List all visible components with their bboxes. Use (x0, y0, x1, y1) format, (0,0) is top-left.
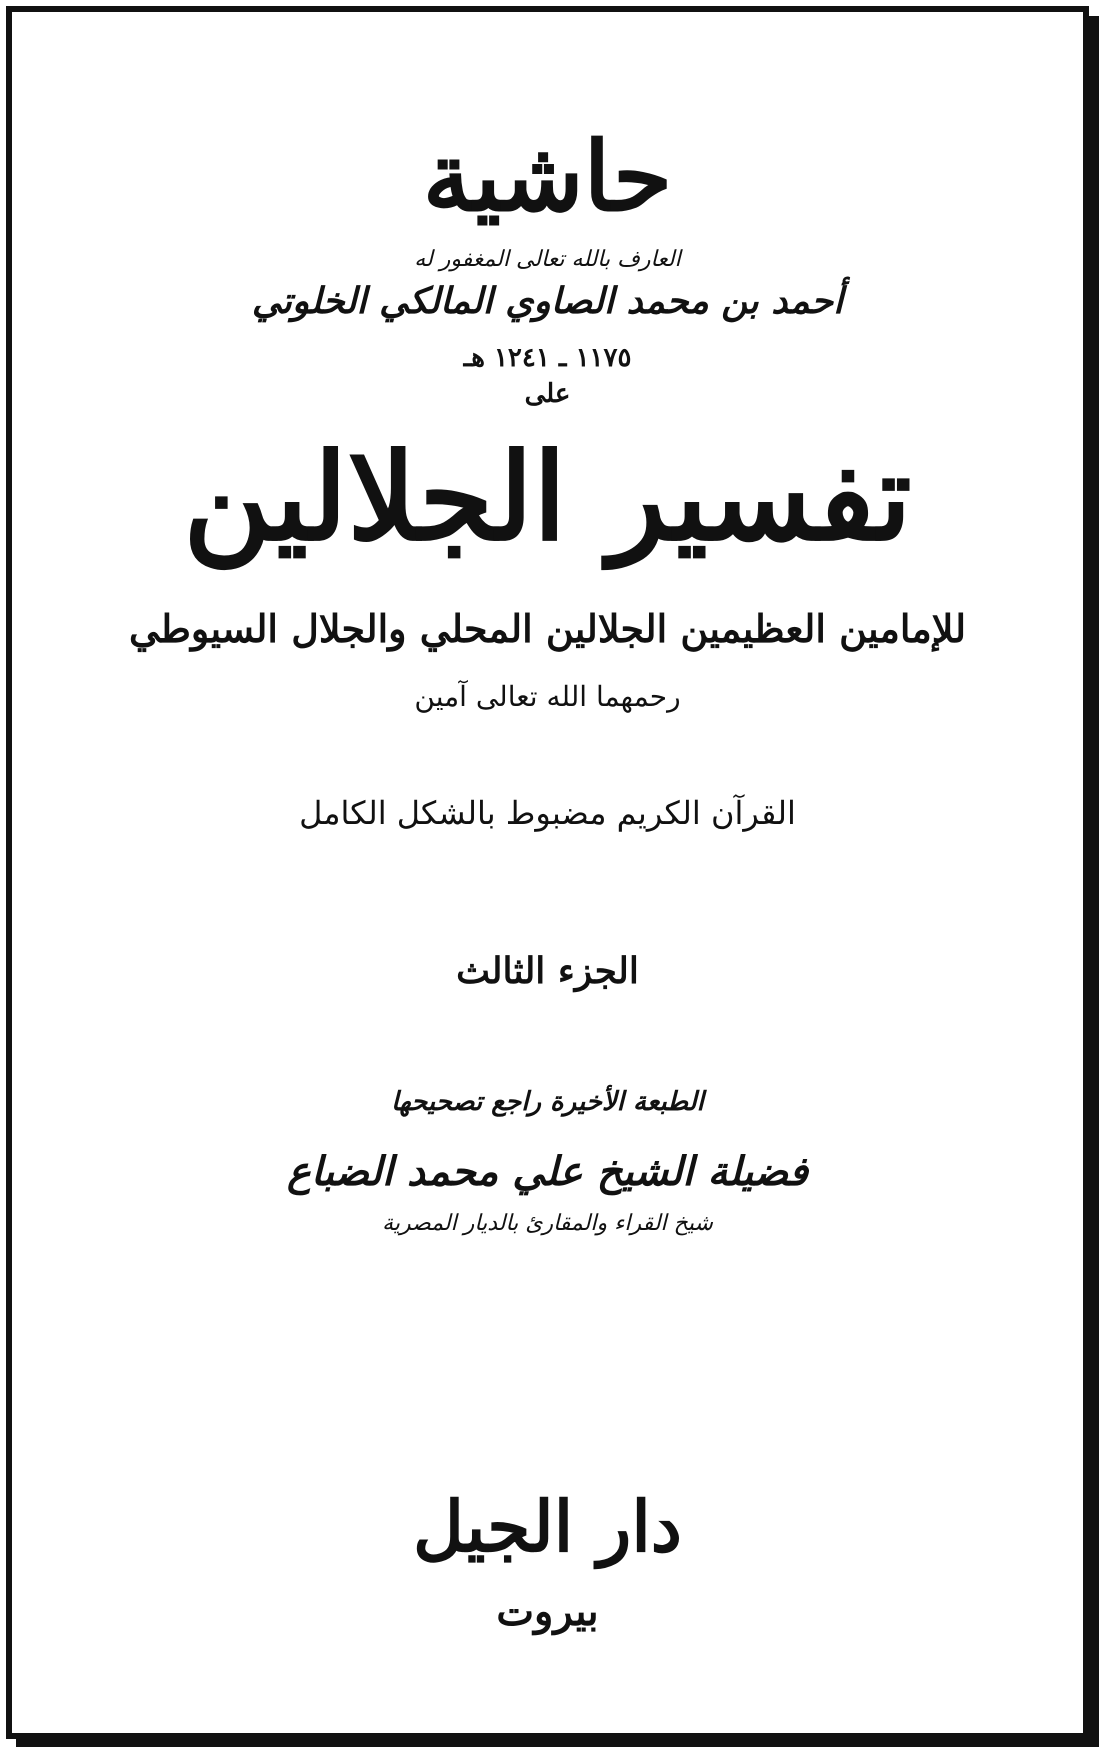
book-title: تفسير الجلالين (183, 427, 912, 568)
publisher-city: بيروت (496, 1588, 599, 1635)
hashiya-heading: حاشية (422, 120, 673, 233)
author-honorific: العارف بالله تعالى المغفور له (414, 247, 681, 272)
quran-note: القرآن الكريم مضبوط بالشكل الكامل (299, 794, 796, 832)
title-page-frame (6, 6, 1089, 1739)
volume-label: الجزء الثالث (456, 950, 639, 992)
imams-subtitle: للإمامين العظيمين الجلالين المحلي والجلال السيوطي (128, 606, 967, 651)
reviewer-title: شيخ القراء والمقارئ بالديار المصرية (382, 1211, 713, 1236)
edition-note: الطبعة الأخيرة راجع تصحيحها (391, 1087, 704, 1117)
author-name: أحمد بن محمد الصاوي المالكي الخلوتي (251, 280, 844, 322)
publisher-name: دار الجيل (413, 1485, 682, 1568)
author-dates: ١١٧٥ ـ ١٢٤١ هـ (463, 343, 632, 373)
ala-connector: على (524, 379, 571, 409)
reviewer-name: فضيلة الشيخ علي محمد الضباع (286, 1148, 809, 1195)
prayer-line: رحمهما الله تعالى آمين (414, 680, 681, 713)
